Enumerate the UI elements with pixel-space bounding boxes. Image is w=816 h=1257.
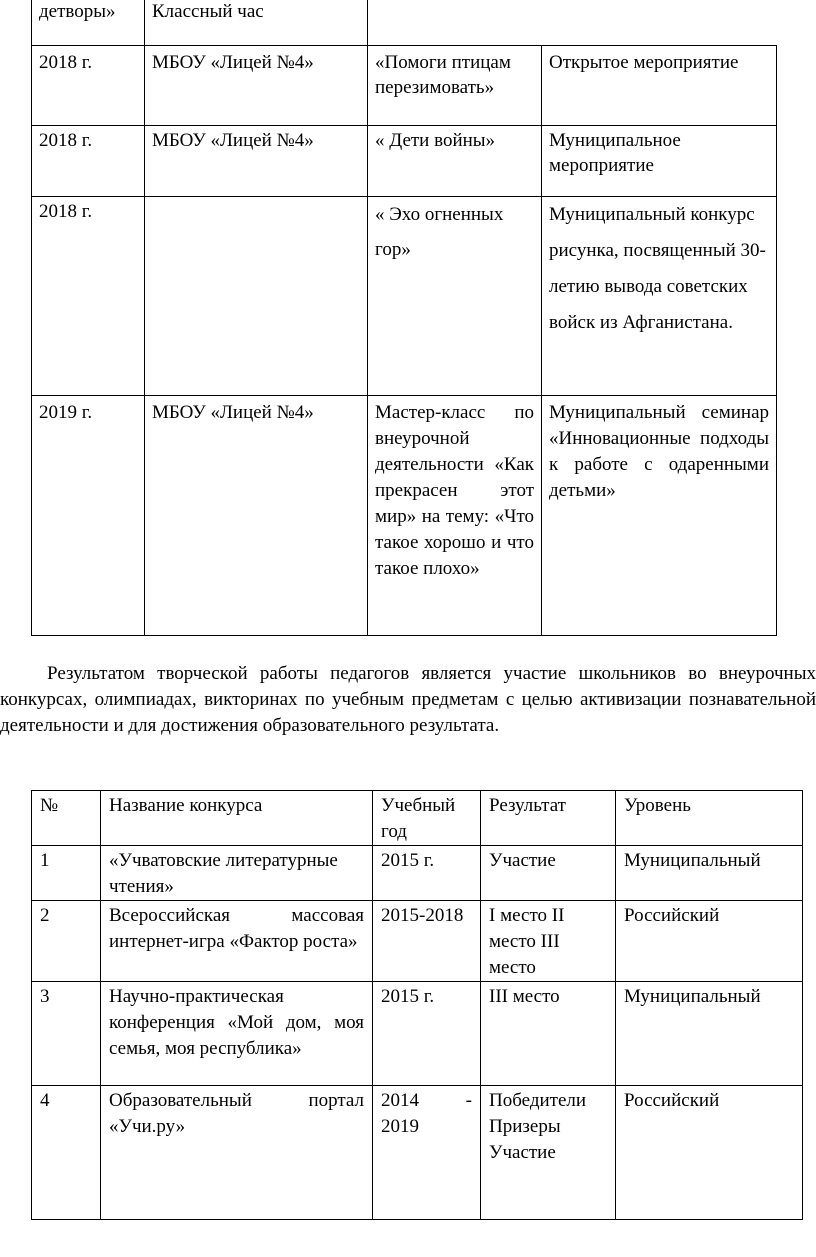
year-cell: 2018 г. (32, 46, 145, 126)
table-row (32, 846, 803, 901)
table-row (32, 1086, 803, 1220)
year-cell: 2014 - 2019 (373, 1086, 481, 1220)
year-cell: 2018 г. (32, 197, 145, 396)
table-row (32, 46, 777, 126)
level-cell: Открытое мероприятие (542, 46, 777, 126)
result-cell: Победители Призеры Участие (481, 1086, 616, 1220)
table-row (32, 197, 777, 396)
name-cell: «Учватовские литературные чтения» (101, 846, 373, 901)
level-cell: Муниципальный семинар «Инновационные подходы к работе с одаренными детьми» (542, 396, 777, 636)
level-cell: Муниципальный (616, 982, 803, 1086)
year-cell: 2015 г. (373, 846, 481, 901)
body-paragraph (0, 661, 816, 739)
name-cell: Всероссийская массовая интернет-игра «Фактор роста» (101, 901, 373, 982)
result-cell: Участие (481, 846, 616, 901)
header-name: Название конкурса (101, 791, 373, 846)
name-cell: Образовательный портал «Учи.ру» (101, 1086, 373, 1220)
table-row (32, 126, 777, 197)
level-cell: Муниципальный (616, 846, 803, 901)
level-cell: Российский (616, 1086, 803, 1220)
table1-top (31, 0, 368, 46)
result-cell: III место (481, 982, 616, 1086)
num-cell: 2 (32, 901, 101, 982)
event-cell: « Дети войны» (368, 126, 542, 197)
year-cell: 2015 г. (373, 982, 481, 1086)
org-cell: МБОУ «Лицей №4» (145, 396, 368, 636)
level-cell: Муниципальный конкурс рисунка, посвященный 30-летию вывода советских войск из Афганистана. (542, 197, 777, 396)
header-level: Уровень (616, 791, 803, 846)
table-header-row (32, 791, 803, 846)
table-cell: Классный час (145, 0, 368, 45)
table-row (32, 0, 368, 45)
header-result: Результат (481, 791, 616, 846)
result-cell: I место II место III место (481, 901, 616, 982)
org-cell (145, 197, 368, 396)
header-num: № (32, 791, 101, 846)
contests-table (31, 790, 803, 1220)
org-cell: МБОУ «Лицей №4» (145, 126, 368, 197)
table-row (32, 396, 777, 636)
year-cell: 2018 г. (32, 126, 145, 197)
level-cell: Российский (616, 901, 803, 982)
num-cell: 1 (32, 846, 101, 901)
table-cell: детворы» (32, 0, 145, 45)
paragraph-text: Результатом творческой работы педагогов является участие школьников во внеурочных конкурсах, олимпиадах, викторинах по учебным предметам с целью активизации познавательной деятельности и для достижения образовательного результата. (0, 663, 816, 736)
table-row (32, 901, 803, 982)
event-cell: Мастер-класс по внеурочной деятельности «Как прекрасен этот мир» на тему: «Что такое хорошо и что такое плохо» (368, 396, 542, 636)
events-table (31, 45, 777, 636)
num-cell: 4 (32, 1086, 101, 1220)
header-year: Учебный год (373, 791, 481, 846)
level-cell: Муниципальное мероприятие (542, 126, 777, 197)
num-cell: 3 (32, 982, 101, 1086)
year-cell: 2015-2018 (373, 901, 481, 982)
event-cell: «Помоги птицам перезимовать» (368, 46, 542, 126)
table-row (32, 982, 803, 1086)
event-cell: « Эхо огненных гор» (368, 197, 542, 396)
name-cell: Научно-практическая конференция «Мой дом, моя семья, моя республика» (101, 982, 373, 1086)
org-cell: МБОУ «Лицей №4» (145, 46, 368, 126)
year-cell: 2019 г. (32, 396, 145, 636)
